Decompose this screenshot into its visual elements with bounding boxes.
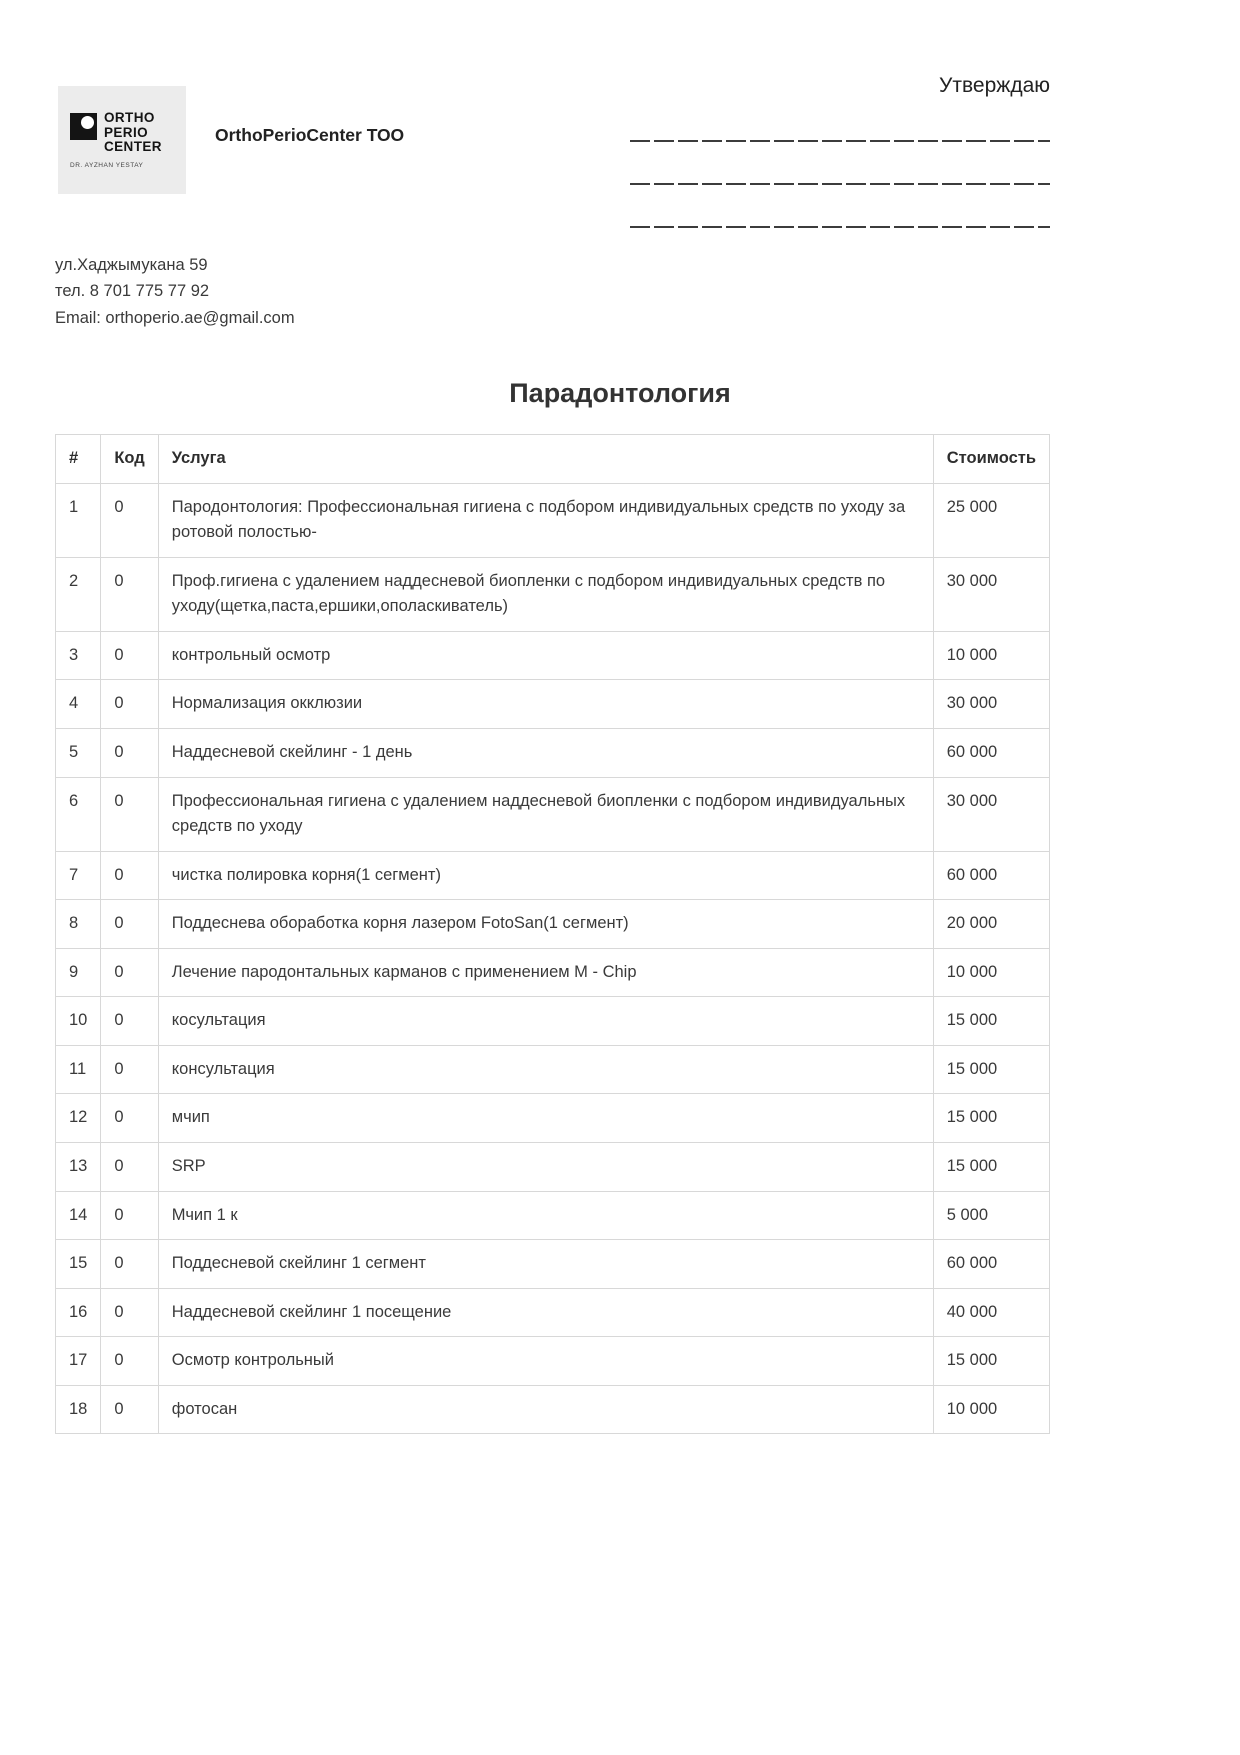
table-row xyxy=(56,1191,1050,1240)
table-row xyxy=(56,997,1050,1046)
row-code: 0 xyxy=(101,777,158,851)
row-price: 30 000 xyxy=(933,557,1049,631)
row-service: консультация xyxy=(158,1045,933,1094)
row-code: 0 xyxy=(101,1191,158,1240)
row-code: 0 xyxy=(101,1045,158,1094)
logo-line-3: CENTER xyxy=(104,139,162,155)
email-line: Email: orthoperio.ae@gmail.com xyxy=(55,308,295,327)
row-number: 8 xyxy=(56,900,101,949)
row-code: 0 xyxy=(101,948,158,997)
row-number: 11 xyxy=(56,1045,101,1094)
row-number: 15 xyxy=(56,1240,101,1289)
row-code: 0 xyxy=(101,1288,158,1337)
table-row xyxy=(56,1143,1050,1192)
row-number: 16 xyxy=(56,1288,101,1337)
logo-line-1: ORTHO xyxy=(104,110,155,126)
logo-line-2: PERIO xyxy=(104,124,149,140)
logo-subtitle: DR. AYZHAN YESTAY xyxy=(70,161,144,169)
column-header-code: Код xyxy=(101,435,158,484)
row-code: 0 xyxy=(101,680,158,729)
row-code: 0 xyxy=(101,1094,158,1143)
row-number: 9 xyxy=(56,948,101,997)
row-service: косультация xyxy=(158,997,933,1046)
row-service: Профессиональная гигиена с удалением наддесневой биопленки с подбором индивидуальных средств по уходу xyxy=(158,777,933,851)
table-row xyxy=(56,1288,1050,1337)
row-number: 5 xyxy=(56,728,101,777)
row-service: Проф.гигиена с удалением наддесневой биопленки с подбором индивидуальных средств по уходу(щетка,паста,ершики,ополаскиватель) xyxy=(158,557,933,631)
signature-line xyxy=(630,183,1050,185)
row-service: SRP xyxy=(158,1143,933,1192)
row-price: 60 000 xyxy=(933,728,1049,777)
table-row xyxy=(56,631,1050,680)
row-price: 15 000 xyxy=(933,1045,1049,1094)
row-number: 6 xyxy=(56,777,101,851)
table-row xyxy=(56,1045,1050,1094)
row-number: 3 xyxy=(56,631,101,680)
table-row xyxy=(56,777,1050,851)
row-code: 0 xyxy=(101,997,158,1046)
row-service: контрольный осмотр xyxy=(158,631,933,680)
table-row xyxy=(56,483,1050,557)
row-code: 0 xyxy=(101,1337,158,1386)
row-code: 0 xyxy=(101,1240,158,1289)
table-row xyxy=(56,680,1050,729)
table-row xyxy=(56,557,1050,631)
row-service: Поддеснева обоработка корня лазером FotoSan(1 сегмент) xyxy=(158,900,933,949)
row-price: 10 000 xyxy=(933,1385,1049,1434)
row-code: 0 xyxy=(101,728,158,777)
row-service: Пародонтология: Профессиональная гигиена с подбором индивидуальных средств по уходу за ротовой полостью- xyxy=(158,483,933,557)
contact-block xyxy=(55,252,295,331)
row-service: Осмотр контрольный xyxy=(158,1337,933,1386)
row-number: 14 xyxy=(56,1191,101,1240)
row-number: 13 xyxy=(56,1143,101,1192)
row-service: Наддесневой скейлинг 1 посещение xyxy=(158,1288,933,1337)
table-row xyxy=(56,900,1050,949)
row-code: 0 xyxy=(101,1143,158,1192)
logo-icon xyxy=(70,113,97,140)
row-number: 17 xyxy=(56,1337,101,1386)
table-row xyxy=(56,1240,1050,1289)
row-number: 4 xyxy=(56,680,101,729)
row-number: 7 xyxy=(56,851,101,900)
table-row xyxy=(56,851,1050,900)
row-price: 30 000 xyxy=(933,680,1049,729)
row-price: 15 000 xyxy=(933,1337,1049,1386)
row-service: Поддесневой скейлинг 1 сегмент xyxy=(158,1240,933,1289)
row-number: 18 xyxy=(56,1385,101,1434)
row-number: 1 xyxy=(56,483,101,557)
row-price: 15 000 xyxy=(933,1143,1049,1192)
row-number: 2 xyxy=(56,557,101,631)
row-code: 0 xyxy=(101,557,158,631)
row-price: 60 000 xyxy=(933,1240,1049,1289)
row-code: 0 xyxy=(101,851,158,900)
row-service: мчип xyxy=(158,1094,933,1143)
row-price: 15 000 xyxy=(933,997,1049,1046)
row-price: 25 000 xyxy=(933,483,1049,557)
row-price: 30 000 xyxy=(933,777,1049,851)
column-header-price: Стоимость xyxy=(933,435,1049,484)
price-table-container xyxy=(55,434,1050,1434)
row-service: Мчип 1 к xyxy=(158,1191,933,1240)
row-code: 0 xyxy=(101,631,158,680)
table-row xyxy=(56,948,1050,997)
row-number: 10 xyxy=(56,997,101,1046)
company-logo xyxy=(58,86,186,194)
row-number: 12 xyxy=(56,1094,101,1143)
approve-label: Утверждаю xyxy=(939,74,1050,97)
row-service: фотосан xyxy=(158,1385,933,1434)
row-code: 0 xyxy=(101,483,158,557)
column-header-number: # xyxy=(56,435,101,484)
row-code: 0 xyxy=(101,900,158,949)
row-code: 0 xyxy=(101,1385,158,1434)
price-table-body xyxy=(56,483,1050,1434)
company-name: OrthoPerioCenter ТОО xyxy=(215,125,405,145)
address-line: ул.Хаджымукана 59 xyxy=(55,256,208,274)
table-row xyxy=(56,1337,1050,1386)
row-price: 20 000 xyxy=(933,900,1049,949)
row-price: 15 000 xyxy=(933,1094,1049,1143)
row-price: 10 000 xyxy=(933,948,1049,997)
row-price: 60 000 xyxy=(933,851,1049,900)
page-title: Парадонтология xyxy=(509,378,731,408)
column-header-service: Услуга xyxy=(158,435,933,484)
table-row xyxy=(56,1385,1050,1434)
table-header-row xyxy=(56,435,1050,484)
logo-text xyxy=(104,111,162,155)
row-service: Наддесневой скейлинг - 1 день xyxy=(158,728,933,777)
row-price: 10 000 xyxy=(933,631,1049,680)
table-row xyxy=(56,728,1050,777)
row-price: 40 000 xyxy=(933,1288,1049,1337)
phone-line: тел. 8 701 775 77 92 xyxy=(55,282,210,301)
signature-lines xyxy=(630,140,1050,228)
row-service: Лечение пародонтальных карманов с применением M - Chip xyxy=(158,948,933,997)
row-service: чистка полировка корня(1 сегмент) xyxy=(158,851,933,900)
row-price: 5 000 xyxy=(933,1191,1049,1240)
table-row xyxy=(56,1094,1050,1143)
signature-line xyxy=(630,226,1050,228)
price-table xyxy=(55,434,1050,1434)
signature-line xyxy=(630,140,1050,142)
row-service: Нормализация окклюзии xyxy=(158,680,933,729)
